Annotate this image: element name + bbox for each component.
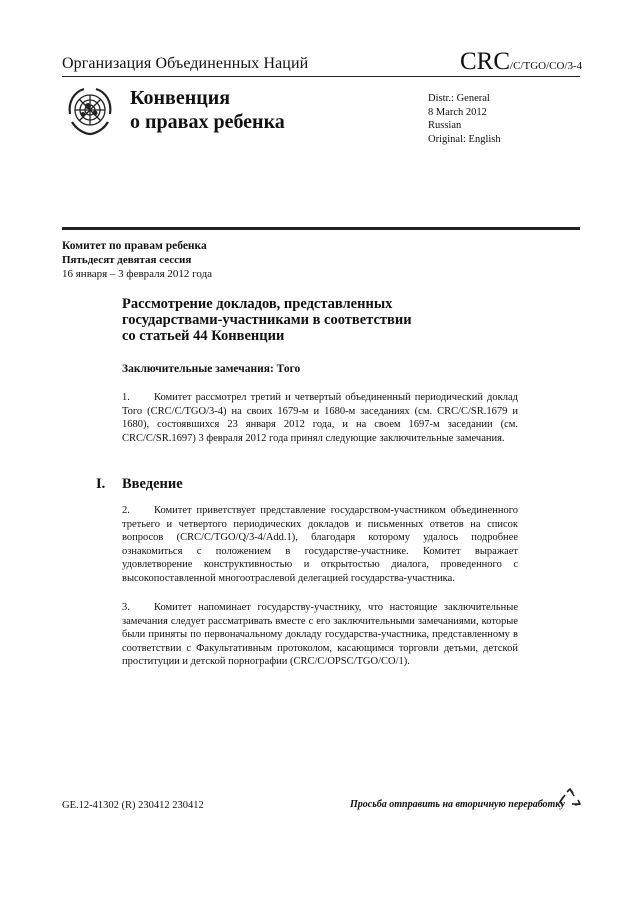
paragraph-text: Комитет приветствует представление государством-участником объединенного третьего и четвертого периодических докладов и письменных ответов на список вопросов (CRC/C/TGO/Q/3-4/Add.1), благодаря которому удалось подробнее ознакомиться с положением в государстве-участнике. Комитет выражает удовлетворение конструктивностью и открытостью диалога, проведенного с высокопоставленной многоотраслевой делегацией государства-участника. [122,505,518,584]
paragraph-text: Комитет напоминает государству-участнику, что настоящие заключительные замечания следует рассматривать вместе с его заключительными замечаниями, которые были приняты по первоначальному докладу государства-участника, представленному в соответствии с Факультативным протоколом, касающимся торговли детьми, детской проституции и детской порнографии (CRC/C/OPSC/TGO/CO/1). [122,602,518,667]
convention-title [130,86,285,134]
recycle-note: Просьба отправить на вторичную переработку [350,799,565,810]
paragraph-2 [122,504,518,585]
distribution-original: Original: English [428,133,501,145]
un-emblem-icon [62,84,118,140]
distribution-date: 8 March 2012 [428,106,487,118]
recycle-icon [558,787,582,811]
document-subtitle: Заключительные замечания: Того [122,363,301,375]
organization-name: Организация Объединенных Наций [62,55,309,72]
committee-block [62,239,212,281]
paragraph-3 [122,601,518,669]
distribution-block [428,92,501,146]
document-symbol-main: CRC [460,48,511,75]
committee-session: Пятьдесят девятая сессия [62,254,192,266]
section-heading [96,476,183,493]
document-title-line-2: государствами-участниками в соответствии [122,312,412,328]
document-title [122,296,522,344]
committee-name: Комитет по правам ребенка [62,240,207,252]
convention-title-line-2: о правах ребенка [130,111,285,133]
document-code: GE.12-41302 (R) 230412 230412 [62,800,204,811]
distribution-language: Russian [428,120,462,131]
paragraph-1 [122,391,518,445]
paragraph-number: 3. [122,602,130,613]
document-symbol-suffix: /C/TGO/CO/3-4 [510,60,583,72]
section-title: Введение [122,476,183,492]
document-symbol [460,48,582,76]
title-divider [62,227,580,230]
document-title-line-3: со статьей 44 Конвенции [122,328,285,344]
section-number: I. [96,476,106,492]
paragraph-text: Комитет рассмотрел третий и четвертый объединенный периодический доклад Того (CRC/C/TGO/3-4) на своих 1679-м и 1680-м заседаниях (см. CRC/C/SR.1679 и 1680), состоявшихся 23 января 2012 года, и на своем 1697-м заседании (см. CRC/C/SR.1697) 3 февраля 2012 года принял следующие заключительные замечания. [122,392,518,444]
paragraph-number: 1. [122,392,130,403]
document-title-line-1: Рассмотрение докладов, представленных [122,296,393,312]
committee-dates: 16 января – 3 февраля 2012 года [62,268,213,280]
distribution-type: Distr.: General [428,93,490,104]
convention-title-line-1: Конвенция [130,87,231,109]
paragraph-number: 2. [122,505,130,516]
header-divider [62,76,580,77]
